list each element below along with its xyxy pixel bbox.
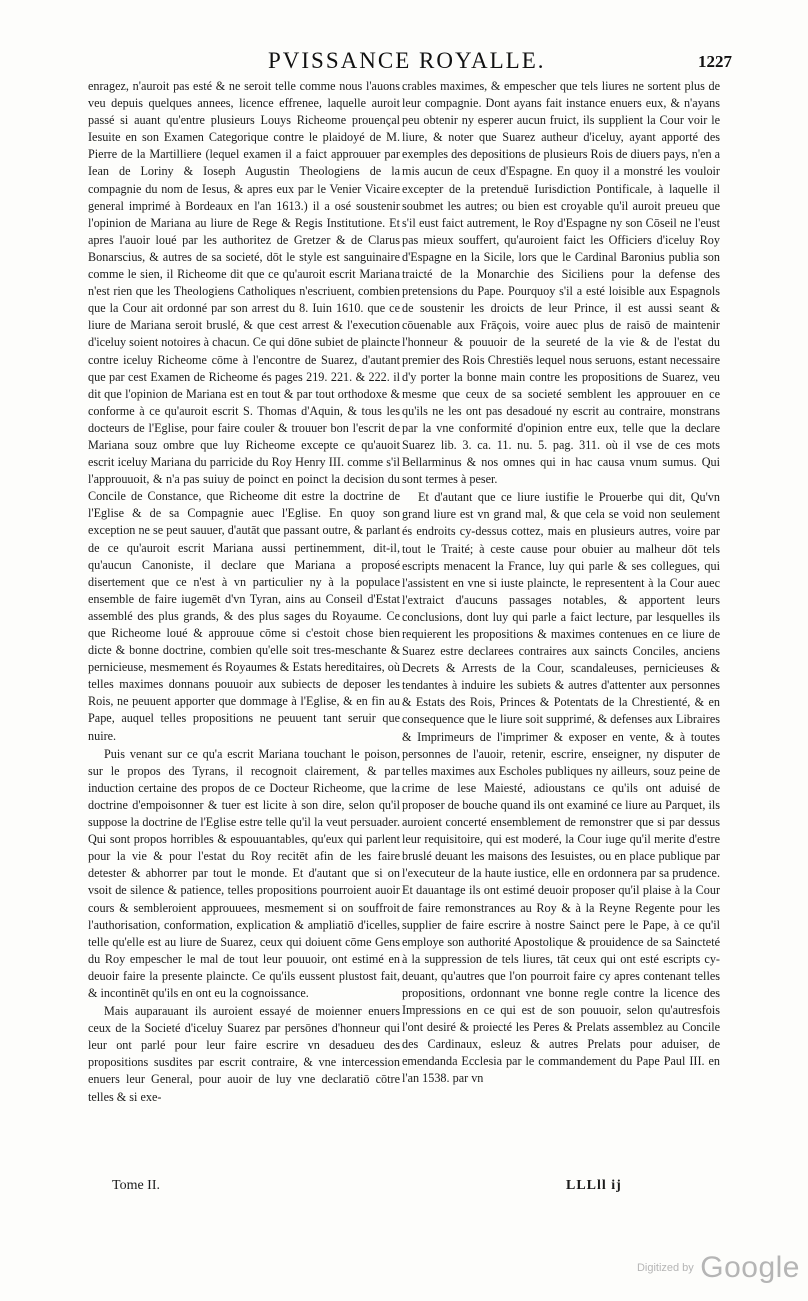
left-column — [88, 78, 400, 1106]
running-title: PVISSANCE ROYALLE. — [268, 48, 546, 73]
watermark-prefix: Digitized by — [636, 1262, 694, 1274]
digitized-watermark — [637, 1251, 800, 1285]
right-column — [402, 78, 720, 1088]
right-paragraph-2: Et d'autant que ce liure iustifie le Prouerbe qui dit, Qu'vn grand liure est vn grand mal, & que cela se void non seulement és endroits cy-dessus cottez, mais en plusieurs autres, voire par tout le Traité; à ceste cause pour obuier au malheur dōt tels escripts menacent la France, luy qui parle & ses collegues, qui l'assistent en vne si iuste plaincte, le representent à la Cour auec l'extraict d'aucuns passages notables, & apportent leurs conclusions, dont luy qui parle a faict lecture, par lesquelles ils requierent les propositions & maximes contenues en ce liure de Suarez estre declarees contraires aux saincts Conciles, anciens Decrets & Arrests de la Cour, scandaleuses, pernicieuses & tendantes à induire les subiets & autres d'attenter aux personnes & Estats des Rois, Princes & Potentats de la Chrestienté, & en consequence que le liure soit supprimé, & defenses aux Libraires & Imprimeurs de l'imprimer & exposer en vente, & à toutes personnes de l'auoir, retenir, escrire, enseigner, ny disputer de telles maximes aux Escholes publiques ny ailleurs, souz peine de crime de lese Maiesté, adioustans ce qu'ils ont aduisé de proposer de bouche quand ils ont examiné ce liure au Parquet, ils auroient concerté ensemblement de remonstrer que si par dessus leur requisitoire, qui est moderé, la Cour iuge qu'il merite d'estre bruslé deuant les maisons des Iesuistes, ou en place publique par l'executeur de la haute iustice, elle en ordonnera par sa prudence. Et dauantage ils ont estimé deuoir proposer qu'il plaise à la Cour de faire remonstrances au Roy & à la Reyne Regente pour les supplier de faire escrire à nostre Sainct pere le Pape, à ce qu'il employe son authorité Apostolique & prouidence de sa Saincteté à la suppression de tels liures, tāt ceux qui ont esté escripts cy-deuant, qu'autres que l'on pourroit faire cy apres contenant telles propositions, ordonnant vne bonne regle contre la licence des Impressions en ce qui est de son pouuoir, selon qu'autresfois l'ont desiré & proiecté les Peres & Prelats assemblez au Concile des Cardinaux, esleuz & autres Prelats pour aduiser, de emendanda Ecclesia par le commandement du Pape Paul III. en l'an 1538. par vn — [402, 490, 720, 1086]
google-logo: Google — [700, 1251, 800, 1284]
left-paragraph-1: enragez, n'auroit pas esté & ne seroit telle comme nous l'auons veu depuis quelques annees, licence effrenee, laquelle auroit passé si auant qu'entre plusieurs Louys Richeome prouençal Iesuite en son Examen Categorique contre le plaidoyé de M. Pierre de la Martilliere (lequel examen il a faict approuuer par Iean de Loriny & Ioseph Augustin Theologiens de la compagnie du nom de Iesus, & apres eux par le Venier Vicaire general imprimé à Bordeaux en l'an 1613.) il a osé soustenir l'opinion de Mariana au liure de Rege & Regis Institutione. Et apres l'auoir loué par les authoritez de Gretzer & de Clarus Bonarscius, & autres de sa societé, dōt le style est sanguinaire comme le sien, il Richeome dit que ce qu'auroit escrit Mariana n'est rien que les Theologiens Catholiques n'escriuent, combien que la Cour ait ordonné par son arrest du 8. Iuin 1610. que ce liure de Mariana seroit bruslé, & que cest arrest & l'execution d'iceluy soient notoires à chacun. Ce qui dōne subiet de plaincte contre iceluy Richeome cōme à l'encontre de Suarez, d'autant que par cest Examen de Richeome és pages 219. 221. & 222. il dit que l'opinion de Mariana est en tout & par tout orthodoxe & conforme à ce qu'auroit escrit S. Thomas d'Aquin, & tous les docteurs de l'Eglise, pour faire couler & trouuer bon l'escrit de Mariana souz ombre que luy Richeome excepte ce qu'auoit escrit iceluy Mariana du parricide du Roy Henry III. comme s'il l'approuuoit, & n'a pas suiuy de poinct en poinct la decision du Concile de Constance, que Richeome dit estre la doctrine de l'Eglise & de sa Compagnie auec l'Eglise. En quoy son exception ne se peut sauuer, d'autāt que passant outre, & parlant de ce qu'auroit escrit Mariana aussi pertinemment, dit-il, qu'aucun Canoniste, il declare que Mariana a proposé disertement que ce n'est à vn particulier ny à la populace ensemble de faire iugemēt d'vn Tyran, ains au Conseil d'Estat assemblé des plus grands, & des plus sages du Royaume. Ce que Richeome loué & approuue cōme si c'estoit chose bien dicte & bonne doctrine, combien qu'elle soit tres-meschante & pernicieuse, mesmement és Royaumes & Estats hereditaires, où telles maximes donnans pouuoir aux subiects de deposer les Rois, ne peuuent apporter que dommage à l'Eglise, & en fin au Pape, auquel telles propositions ne peuuent tant seruir que nuire. — [88, 79, 400, 743]
right-paragraph-1: crables maximes, & empescher que tels liures ne sortent plus de leur compagnie. Dont ayans fait instance enuers eux, & n'ayans peu obtenir ny esperer aucun fruict, ils supplient la Cour voir le liure, & noter que Suarez autheur d'iceluy, ayant apporté des exemples des depositions de plusieurs Rois de diuers pays, n'en a mis aucun de ceux d'Espagne. En quoy il a monstré les vouloir excepter de la pretenduë Iurisdiction Pontificale, à laquelle il soubmet les autres; ou bien est croyable qu'il auroit preueu que s'il eust faict autrement, le Roy d'Espagne ny son Cōseil ne l'eust pas mieux souffert, qu'auroient faict les Officiers d'iceluy Roy d'Espagne en la Sicile, lors que le Cardinal Baronius publia son traicté de la Monarchie des Siciliens pour la defense des pretensions du Pape. Pourquoy s'il a esté loisible aux Espagnols de soustenir les droicts de leur Prince, il est aussi seant & cōuenable aux Frāçois, voire auec plus de raisō de maintenir l'honneur & pouuoir de la seureté de la vie & de l'estat du premier des Rois Chrestiës lequel nous seruons, estant necessaire d'y porter la bonne main contre les propositions de Suarez, veu mesme que ceux de sa societé semblent les approuuer en ce qu'ils ne les ont pas desadoué ny escrit au contraire, monstrans par la vne conformité d'opinion entre eux, telle que la declare Suarez lib. 3. ca. 11. nu. 5. pag. 311. où il vse de ces mots Bellarminus & nos omnes qui in hac causa vnum sumus. Qui sont termes à peser. — [402, 79, 720, 487]
page-header — [88, 48, 732, 76]
left-paragraph-2: Puis venant sur ce qu'a escrit Mariana touchant le poison, sur le propos des Tyrans, il recognoit clairement, & par induction certaine des propos de ce Docteur Richeome, que la doctrine d'empoisonner & tuer est licite à son dire, selon qu'il suppose la doctrine de l'Eglise estre telle qu'il la veut persuader. Qui sont propos horribles & espouuantables, qu'eux qui parlent pour la vie & pour l'estat du Roy recitēt afin de les faire detester & abhorrer par tout le monde. Et d'autant que si on vsoit de silence & patience, telles propositions pourroient auoir cours & sembleroient approuuees, mesmement si on souffroit l'authorisation, conformation, explication & ampliatiō d'icelles, telle qu'elle est au liure de Suarez, ceux qui doiuent cōme Gens du Roy empescher le mal de tout leur pouuoir, ont estimé en deuoir faire la presente plaincte. Ce qu'ils eussent plustost fait, & incontinēt qu'ils en ont eu la cognoissance. — [88, 746, 400, 1000]
left-paragraph-3: Mais auparauant ils auroient essayé de moienner enuers ceux de la Societé d'iceluy Suarez par persōnes d'honneur qui leur ont parlé pour leur faire escrire vn desadueu des propositions susdites par escrit contraire, & vne intercession enuers leur General, pour auoir de luy vne declaratiō cōtre telles & si exe- — [88, 1004, 400, 1104]
volume-label: Tome II. — [112, 1178, 161, 1193]
page-number: 1227 — [698, 52, 732, 71]
signature-mark: LLLll ij — [566, 1178, 622, 1193]
